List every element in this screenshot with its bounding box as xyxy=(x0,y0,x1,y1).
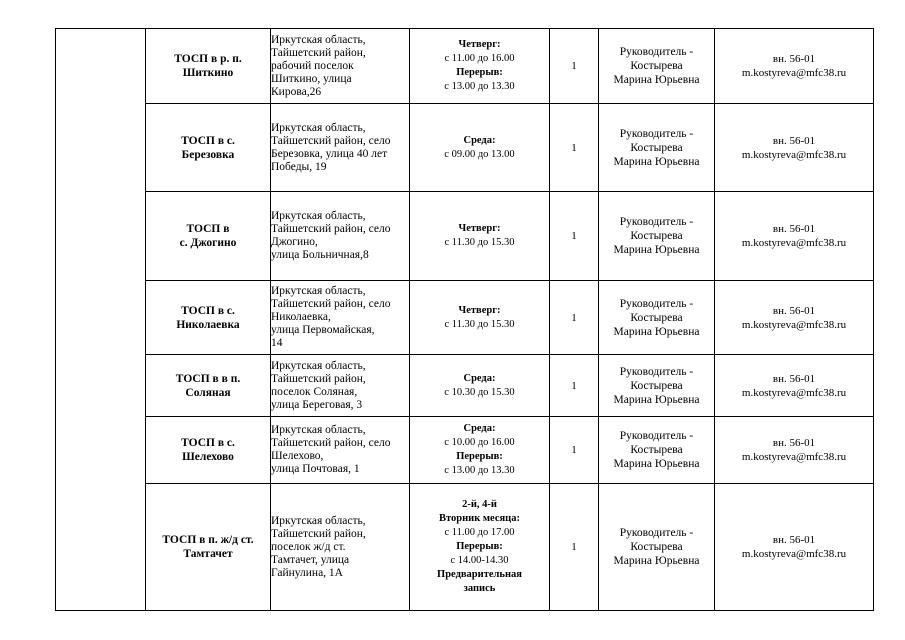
office-contact-line: вн. 56-01 xyxy=(772,437,816,449)
office-row xyxy=(56,484,874,611)
office-manager-line: Костырева xyxy=(630,311,683,324)
office-address-line: Шелехово, xyxy=(271,450,324,462)
office-name xyxy=(146,417,271,484)
office-manager xyxy=(599,104,715,192)
office-manager-line: Марина Юрьевна xyxy=(613,325,700,338)
office-address xyxy=(271,29,410,104)
office-manager-line: Марина Юрьевна xyxy=(613,555,700,567)
office-address-line: Победы, 19 xyxy=(271,160,327,173)
office-contact-line: вн. 56-01 xyxy=(772,223,816,235)
office-manager-line: Марина Юрьевна xyxy=(613,74,700,86)
staff-count: 1 xyxy=(550,355,599,417)
office-name-line: ТОСП в р. п. xyxy=(174,53,242,65)
office-manager-line: Костырева xyxy=(630,541,683,553)
office-address-line: Гайнулина, 1А xyxy=(271,566,343,579)
office-address xyxy=(271,484,410,611)
office-address-line: Тайшетский район, село xyxy=(271,223,391,235)
office-contact-line: вн. 56-01 xyxy=(772,304,816,317)
schedule-line: с 13.00 до 13.30 xyxy=(444,81,515,92)
office-contact-line: вн. 56-01 xyxy=(772,372,816,385)
office-manager-line: Руководитель - xyxy=(619,46,694,58)
office-schedule xyxy=(410,29,550,104)
staff-count: 1 xyxy=(550,417,599,484)
schedule-line: Среда: xyxy=(463,134,496,146)
office-manager-line: Марина Юрьевна xyxy=(613,244,700,256)
schedule-line: 2-й, 4-й xyxy=(462,499,497,510)
office-name xyxy=(146,484,271,611)
office-contact xyxy=(715,281,874,355)
office-contact xyxy=(715,192,874,281)
office-name-line: ТОСП в п. ж/д ст. xyxy=(162,534,254,546)
office-name-line: ТОСП в с. xyxy=(181,304,235,317)
district-cell xyxy=(56,29,146,611)
office-contact-line: вн. 56-01 xyxy=(772,53,816,65)
office-manager-line: Костырева xyxy=(630,379,683,392)
schedule-line: с 11.30 до 15.30 xyxy=(444,237,515,248)
office-contact-line: m.kostyreva@mfc38.ru xyxy=(741,318,847,331)
office-address xyxy=(271,192,410,281)
schedule-line: Четверг: xyxy=(458,223,501,234)
staff-count: 1 xyxy=(550,281,599,355)
office-address xyxy=(271,417,410,484)
office-name xyxy=(146,104,271,192)
office-address-line: Тайшетский район, xyxy=(271,527,366,540)
office-manager xyxy=(599,355,715,417)
schedule-line: с 11.00 до 16.00 xyxy=(444,53,515,64)
office-contact-line: вн. 56-01 xyxy=(772,534,816,546)
office-address-line: Иркутская область, xyxy=(271,121,366,134)
office-name-line: с. Джогино xyxy=(179,237,237,249)
office-contact xyxy=(715,104,874,192)
office-manager-line: Костырева xyxy=(630,60,683,72)
office-address-line: поселок Соляная, xyxy=(271,385,358,398)
office-address-line: улица Почтовая, 1 xyxy=(271,463,360,475)
office-manager-line: Марина Юрьевна xyxy=(613,393,700,406)
office-manager-line: Руководитель - xyxy=(619,127,694,140)
office-address-line: Шиткино, улица xyxy=(271,72,352,85)
office-address-line: Иркутская область, xyxy=(271,514,366,527)
office-address-line: Иркутская область, xyxy=(271,210,366,222)
office-address-line: Кирова,26 xyxy=(271,85,322,98)
office-schedule xyxy=(410,192,550,281)
office-contact-line: m.kostyreva@mfc38.ru xyxy=(741,386,847,399)
office-name xyxy=(146,355,271,417)
office-contact xyxy=(715,484,874,611)
office-contact-line: m.kostyreva@mfc38.ru xyxy=(741,237,847,249)
office-contact-line: m.kostyreva@mfc38.ru xyxy=(741,67,847,79)
office-schedule xyxy=(410,484,550,611)
staff-count: 1 xyxy=(550,29,599,104)
office-address-line: Тайшетский район, xyxy=(271,46,366,59)
office-manager xyxy=(599,281,715,355)
office-contact-line: m.kostyreva@mfc38.ru xyxy=(741,548,847,560)
schedule-line: с 11.00 до 17.00 xyxy=(444,527,515,538)
office-name-line: Соляная xyxy=(185,386,231,399)
office-address-line: улица Больничная,8 xyxy=(271,249,369,261)
office-name-line: Тамтачет xyxy=(183,548,233,560)
office-address-line: Николаевка, xyxy=(271,311,331,323)
office-manager-line: Костырева xyxy=(630,230,683,242)
staff-count: 1 xyxy=(550,192,599,281)
office-address-line: Иркутская область, xyxy=(271,33,366,46)
office-address-line: 14 xyxy=(271,337,283,349)
schedule-line: Четверг: xyxy=(458,304,501,316)
schedule-line: Четверг: xyxy=(458,39,501,50)
office-manager-line: Марина Юрьевна xyxy=(613,458,700,470)
office-address-line: Иркутская область, xyxy=(271,285,366,297)
office-address-line: Тамтачет, улица xyxy=(271,553,350,566)
schedule-line: запись xyxy=(463,583,496,594)
schedule-line: Предварительная xyxy=(437,569,522,580)
office-manager-line: Костырева xyxy=(630,444,683,456)
schedule-line: с 09.00 до 13.00 xyxy=(444,148,515,160)
office-address-line: улица Береговая, 3 xyxy=(271,398,363,411)
schedule-line: с 13.00 до 13.30 xyxy=(444,465,515,476)
office-name-line: Николаевка xyxy=(176,318,240,331)
office-name-line: ТОСП в с. xyxy=(181,134,235,147)
staff-count: 1 xyxy=(550,484,599,611)
schedule-line: с 10.30 до 15.30 xyxy=(444,386,515,398)
office-row xyxy=(56,104,874,192)
office-address-line: Иркутская область, xyxy=(271,359,366,372)
office-schedule xyxy=(410,417,550,484)
schedule-line: с 11.30 до 15.30 xyxy=(444,318,515,330)
office-schedule xyxy=(410,281,550,355)
office-contact-line: m.kostyreva@mfc38.ru xyxy=(741,451,847,463)
offices-table xyxy=(55,28,874,611)
office-address-line: Тайшетский район, село xyxy=(271,298,391,310)
office-manager-line: Руководитель - xyxy=(619,297,694,310)
schedule-line: с 14.00-14.30 xyxy=(450,555,509,566)
office-address-line: Иркутская область, xyxy=(271,424,366,436)
office-address-line: рабочий поселок xyxy=(271,59,354,72)
office-manager-line: Руководитель - xyxy=(619,527,694,539)
office-manager xyxy=(599,29,715,104)
schedule-line: Среда: xyxy=(463,372,496,384)
office-name-line: Шелехово xyxy=(182,451,234,463)
office-manager-line: Руководитель - xyxy=(619,430,694,442)
office-row xyxy=(56,417,874,484)
office-address xyxy=(271,281,410,355)
office-name xyxy=(146,192,271,281)
schedule-line: Вторник месяца: xyxy=(439,513,520,524)
office-row xyxy=(56,29,874,104)
office-schedule xyxy=(410,355,550,417)
office-manager-line: Марина Юрьевна xyxy=(613,155,700,168)
schedule-line: Перерыв: xyxy=(456,67,503,78)
office-manager xyxy=(599,484,715,611)
schedule-line: Перерыв: xyxy=(456,451,503,462)
office-address-line: улица Первомайская, xyxy=(271,324,375,336)
office-name xyxy=(146,281,271,355)
office-schedule xyxy=(410,104,550,192)
office-manager xyxy=(599,192,715,281)
office-address-line: поселок ж/д ст. xyxy=(271,540,346,553)
office-address-line: Тайшетский район, xyxy=(271,372,366,385)
office-manager-line: Костырева xyxy=(630,141,683,154)
office-manager-line: Руководитель - xyxy=(619,365,694,378)
office-address xyxy=(271,104,410,192)
staff-count: 1 xyxy=(550,104,599,192)
schedule-line: Перерыв: xyxy=(456,541,503,552)
office-contact xyxy=(715,29,874,104)
offices-table-body xyxy=(56,29,874,611)
office-address-line: Тайшетский район, село xyxy=(271,437,391,449)
office-address-line: Тайшетский район, село xyxy=(271,134,391,147)
office-row xyxy=(56,355,874,417)
schedule-line: с 10.00 до 16.00 xyxy=(444,437,515,448)
office-name-line: ТОСП в с. xyxy=(181,437,235,449)
office-row xyxy=(56,192,874,281)
office-manager xyxy=(599,417,715,484)
office-name-line: ТОСП в в п. xyxy=(175,372,241,385)
office-address xyxy=(271,355,410,417)
office-address-line: Джогино, xyxy=(271,236,318,248)
office-name-line: Березовка xyxy=(181,148,235,161)
schedule-line: Среда: xyxy=(463,423,496,434)
office-manager-line: Руководитель - xyxy=(619,216,694,228)
office-name xyxy=(146,29,271,104)
office-name-line: Шиткино xyxy=(182,67,234,79)
office-contact xyxy=(715,355,874,417)
office-contact-line: m.kostyreva@mfc38.ru xyxy=(741,148,847,161)
office-row xyxy=(56,281,874,355)
office-name-line: ТОСП в xyxy=(186,223,230,235)
office-contact-line: вн. 56-01 xyxy=(772,134,816,147)
office-contact xyxy=(715,417,874,484)
office-address-line: Березовка, улица 40 лет xyxy=(271,147,388,160)
